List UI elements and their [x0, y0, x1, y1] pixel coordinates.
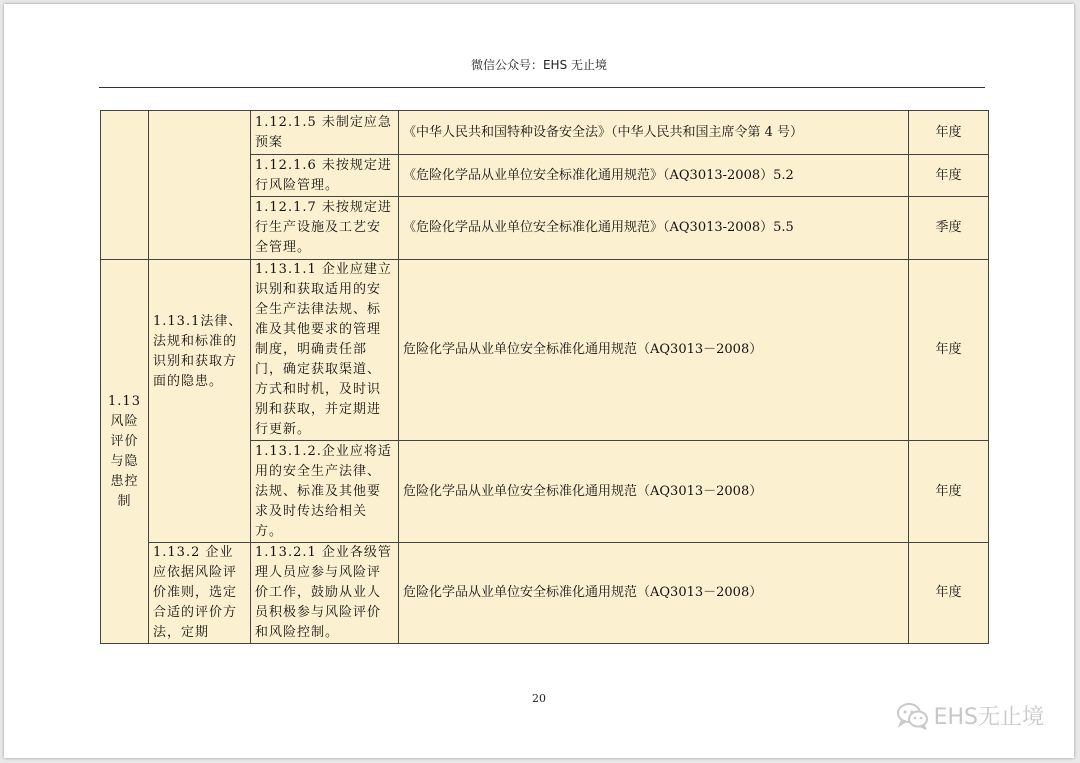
frequency-cell: 年度	[909, 155, 989, 197]
frequency-cell: 年度	[909, 111, 989, 155]
watermark	[896, 700, 1044, 731]
table-row	[101, 260, 989, 441]
item-cell: 1.12.1.7 未按规定进行生产设施及工艺安全管理。	[251, 197, 399, 260]
table-row	[101, 111, 989, 155]
law-cell: 危险化学品从业单位安全标准化通用规范（AQ3013－2008）	[399, 543, 909, 644]
item-cell: 1.12.1.6 未按规定进行风险管理。	[251, 155, 399, 197]
subcategory-cell-empty	[149, 111, 251, 260]
law-cell: 危险化学品从业单位安全标准化通用规范（AQ3013－2008）	[399, 260, 909, 441]
frequency-cell: 年度	[909, 441, 989, 543]
item-cell: 1.13.2.1 企业各级管理人员应参与风险评价工作，鼓励从业人员积极参与风险评价和风险控制。	[251, 543, 399, 644]
category-cell-empty	[101, 111, 149, 260]
item-cell: 1.12.1.5 未制定应急预案	[251, 111, 399, 155]
subcategory-cell: 1.13.1法律、法规和标准的识别和获取方面的隐患。	[149, 260, 251, 543]
page-number: 20	[532, 692, 546, 705]
table-row	[101, 543, 989, 644]
wechat-icon	[896, 702, 930, 730]
page-header: 微信公众号：EHS 无止境	[470, 58, 608, 72]
law-cell: 《中华人民共和国特种设备安全法》（中华人民共和国主席令第 4 号）	[399, 111, 909, 155]
hazard-table	[100, 110, 989, 644]
frequency-cell: 年度	[909, 260, 989, 441]
law-cell: 《危险化学品从业单位安全标准化通用规范》（AQ3013-2008）5.5	[399, 197, 909, 260]
law-cell: 《危险化学品从业单位安全标准化通用规范》（AQ3013-2008）5.2	[399, 155, 909, 197]
watermark-text: EHS无止境	[933, 705, 1044, 730]
header-divider	[99, 87, 985, 88]
item-cell: 1.13.1.1 企业应建立识别和获取适用的安全生产法律法规、标准及其他要求的管理制度，明确责任部门，确定获取渠道、方式和时机，及时识别和获取，并定期进行更新。	[251, 260, 399, 441]
item-cell: 1.13.1.2.企业应将适用的安全生产法律、法规、标准及其他要求及时传达给相关方。	[251, 441, 399, 543]
law-cell: 危险化学品从业单位安全标准化通用规范（AQ3013－2008）	[399, 441, 909, 543]
document-page	[4, 4, 1074, 758]
subcategory-cell: 1.13.2 企业应依据风险评价准则，选定合适的评价方法，定期	[149, 543, 251, 644]
frequency-cell: 年度	[909, 543, 989, 644]
category-cell: 1.13 风险评价与隐患控制	[101, 260, 149, 644]
frequency-cell: 季度	[909, 197, 989, 260]
